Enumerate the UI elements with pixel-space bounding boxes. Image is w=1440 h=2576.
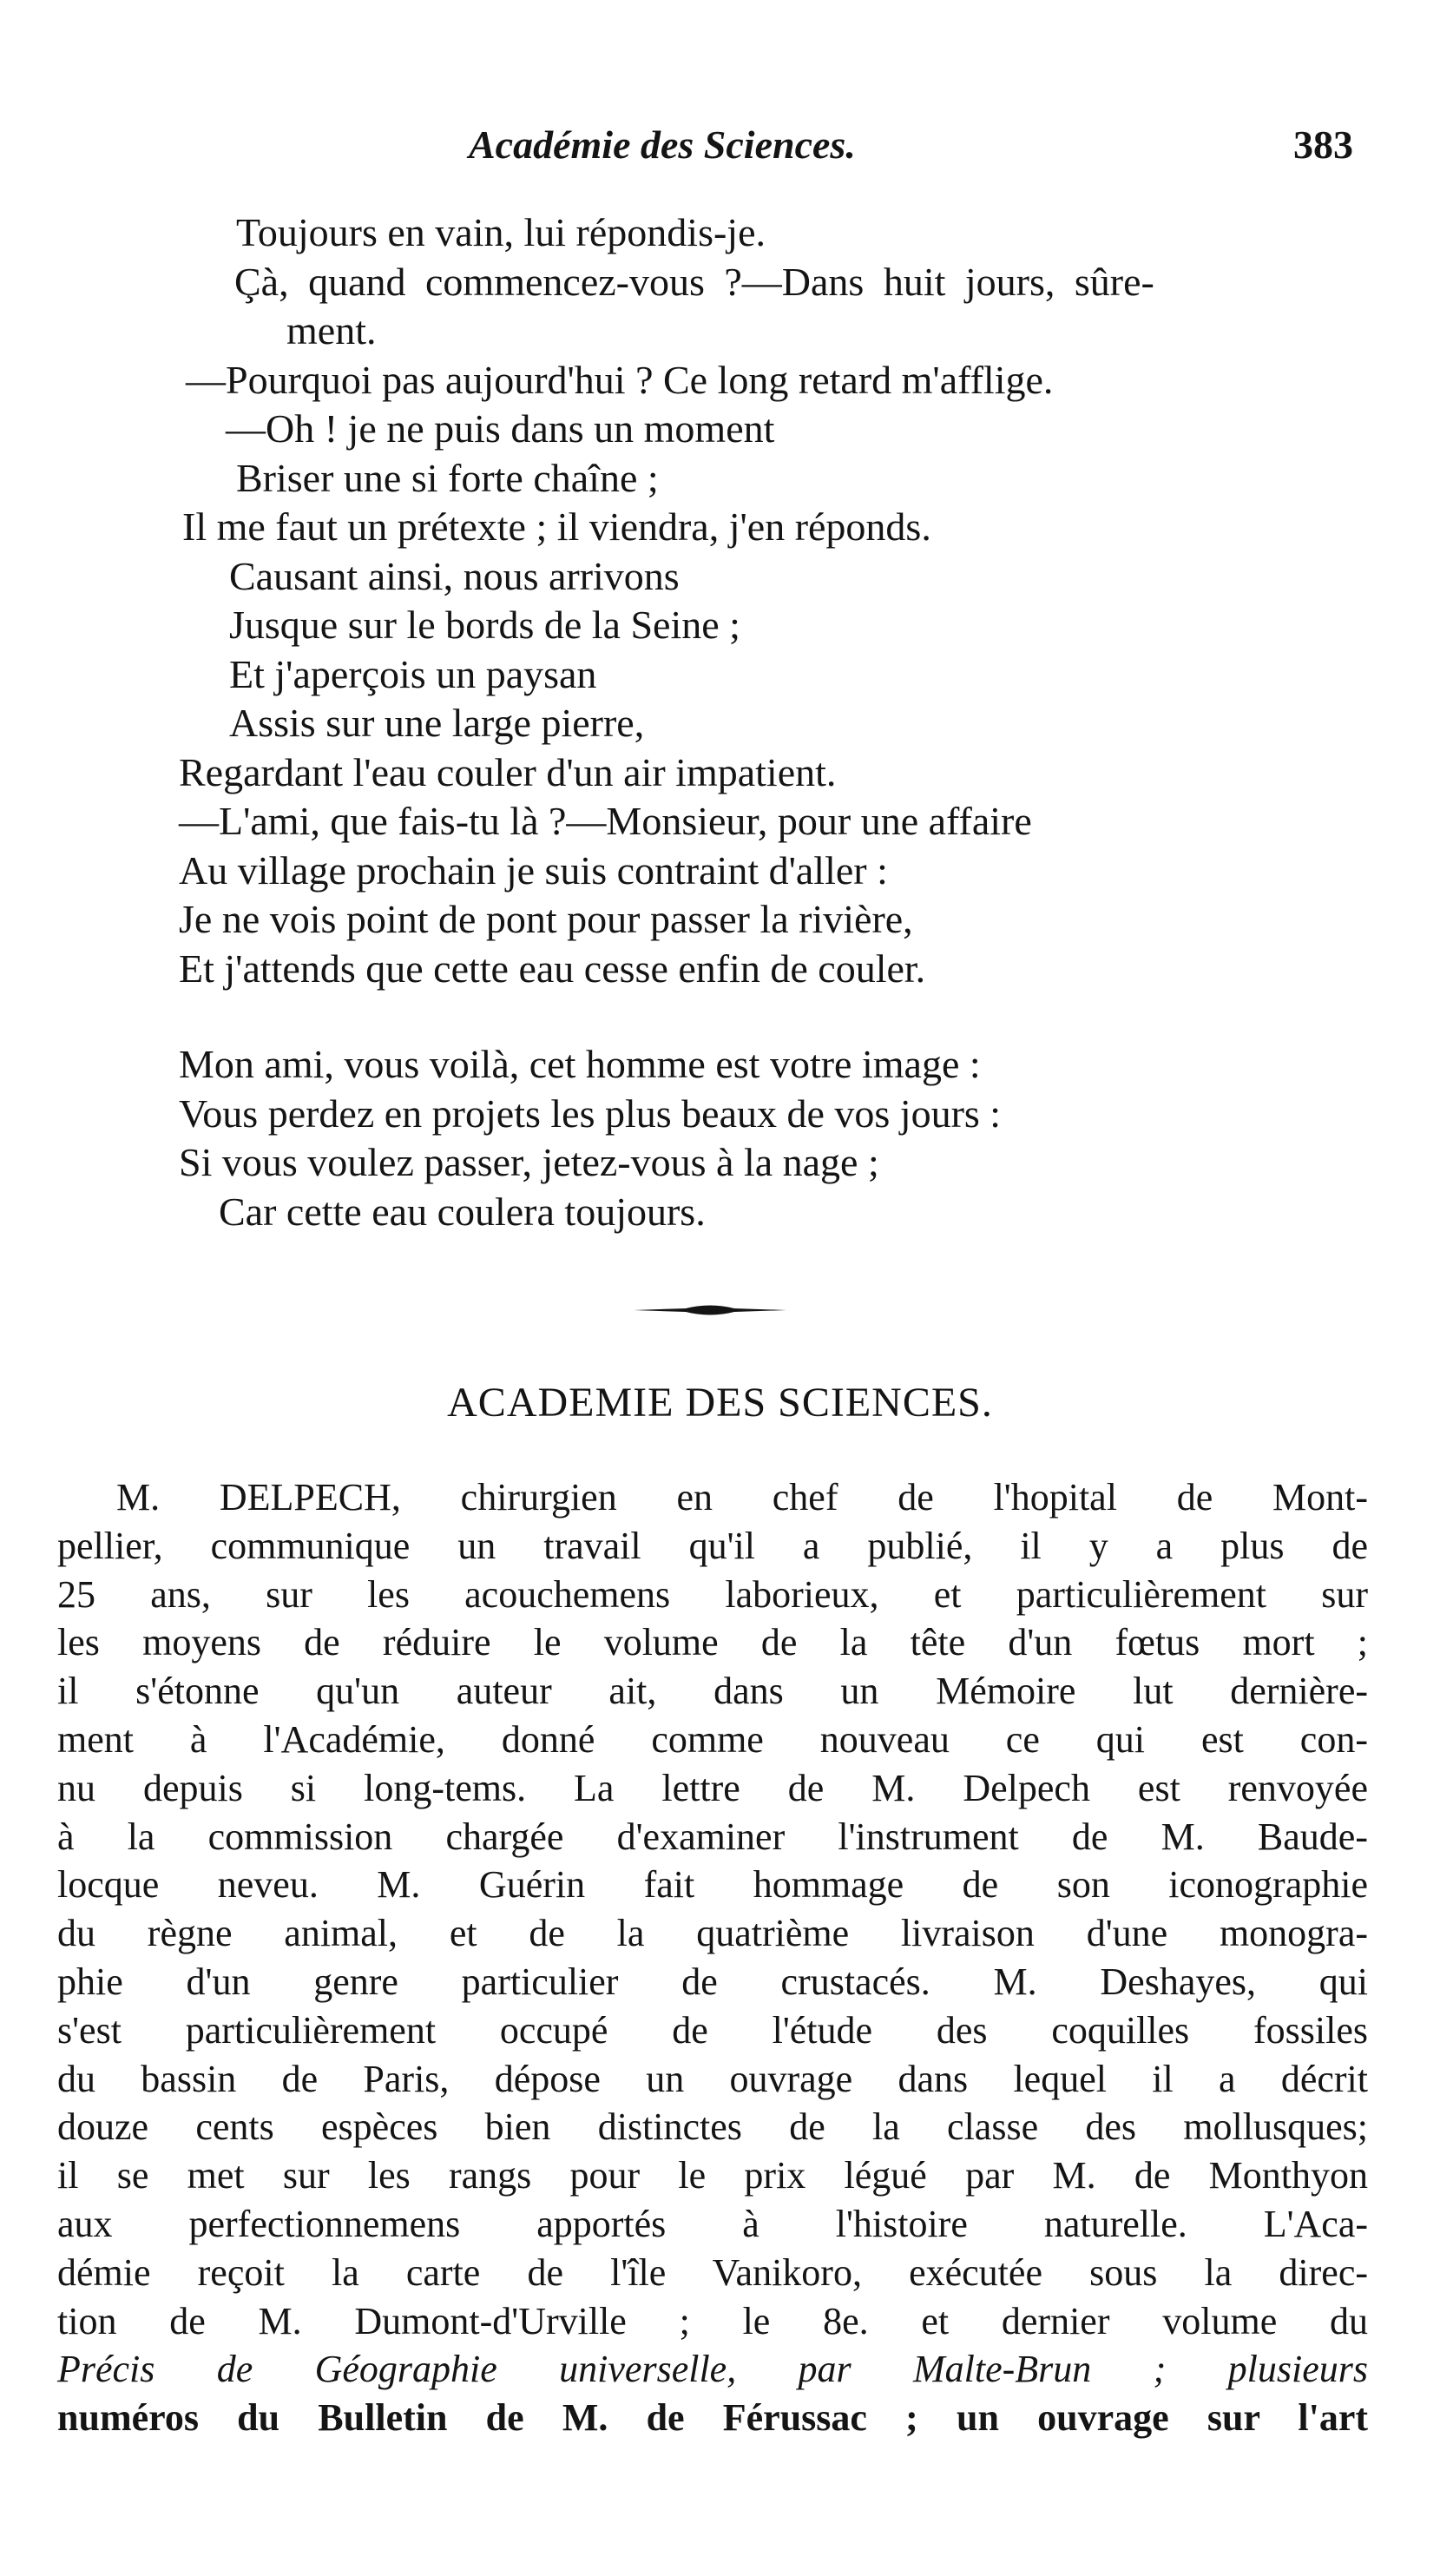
body-line-text: démie reçoit la carte de l'île Vanikoro, exécutée sous la direc- [57, 2250, 1368, 2294]
poem-line: Causant ainsi, nous arrivons [229, 553, 680, 598]
poem-line: Assis sur une large pierre, [229, 701, 645, 745]
body-line [0, 1667, 1440, 1716]
poem-line: Vous perdez en projets les plus beaux de vos jours : [179, 1090, 1002, 1136]
poem-line: —Pourquoi pas aujourd'hui ? Ce long retard m'afflige. [186, 357, 1054, 402]
body-line [0, 2055, 1440, 2104]
body-line-text: 25 ans, sur les acouchemens laborieux, et particulièrement sur [57, 1572, 1368, 1616]
poem-line: Toujours en vain, lui répondis-je. [236, 210, 766, 254]
body-line [0, 1473, 1440, 1522]
body-line-text: ment à l'Académie, donné comme nouveau ce qui est con- [57, 1717, 1368, 1761]
body-line [0, 2200, 1440, 2249]
poem-line: Si vous voulez passer, jetez-vous à la nage ; [179, 1140, 879, 1184]
body-line-text: aux perfectionnemens apportés à l'histoire naturelle. L'Aca- [57, 2202, 1368, 2245]
section-body [0, 1473, 1440, 2442]
body-line [0, 2249, 1440, 2297]
body-line [0, 2103, 1440, 2151]
body-line-text: il se met sur les rangs pour le prix légué par M. de Monthyon [57, 2154, 1368, 2197]
poem-line: Il me faut un prétexte ; il viendra, j'en réponds. [182, 504, 931, 549]
body-line-text: phie d'un genre particulier de crustacés. M. Deshayes, qui [57, 1960, 1368, 2003]
running-head [0, 122, 1440, 174]
body-line-text: tion de M. Dumont-d'Urville ; le 8e. et dernier volume du [57, 2299, 1368, 2342]
poem-line: —Oh ! je ne puis dans un moment [226, 406, 775, 451]
body-line-text: numéros du Bulletin de M. de Férussac ; un ouvrage sur l'art [57, 2396, 1368, 2440]
body-line-text: il s'étonne qu'un auteur ait, dans un Mémoire lut dernière- [57, 1670, 1368, 1713]
body-line-text: M. DELPECH, chirurgien en chef de l'hopital de Mont- [116, 1476, 1368, 1519]
body-line [0, 1861, 1440, 1909]
poem-line: Çà, quand commencez-vous ?—Dans huit jours, sûre- [234, 259, 1154, 304]
body-line [0, 1958, 1440, 2006]
poem-line: Au village prochain je suis contraint d'aller : [179, 847, 888, 893]
body-line [0, 1522, 1440, 1571]
body-line [0, 2345, 1440, 2394]
poem-line: Jusque sur le bords de la Seine ; [229, 603, 740, 647]
poem-line: Car cette eau coulera toujours. [219, 1189, 706, 1234]
body-line [0, 1571, 1440, 1619]
body-line [0, 1813, 1440, 1861]
body-line-text: locque neveu. M. Guérin fait hommage de son iconographie [57, 1863, 1368, 1907]
body-line-text: pellier, communique un travail qu'il a publié, il y a plus de [57, 1524, 1368, 1567]
page-number: 383 [1293, 122, 1353, 167]
body-line [0, 1764, 1440, 1813]
poem-stanza-2 [0, 1040, 1440, 1236]
body-line [0, 1909, 1440, 1958]
running-title: Académie des Sciences. [469, 122, 856, 167]
body-line [0, 2006, 1440, 2055]
poem-line: Et j'aperçois un paysan [229, 651, 597, 696]
body-line [0, 2297, 1440, 2346]
poem-line: Je ne vois point de pont pour passer la rivière, [179, 897, 913, 941]
body-line [0, 1716, 1440, 1764]
body-line-text: s'est particulièrement occupé de l'étude des coquilles fossiles [57, 2008, 1368, 2052]
body-line [0, 2394, 1440, 2442]
poem-stanza-1 [0, 208, 1440, 993]
poem-line: ment. [286, 308, 377, 352]
body-line-text: à la commission chargée d'examiner l'instrument de M. Baude- [57, 1815, 1368, 1858]
poem-line: Briser une si forte chaîne ; [236, 455, 659, 500]
poem-line: —L'ami, que fais-tu là ?—Monsieur, pour une affaire [179, 799, 1032, 843]
poem-line: Mon ami, vous voilà, cet homme est votre image : [179, 1042, 981, 1086]
section-heading: ACADEMIE DES SCIENCES. [447, 1380, 993, 1426]
body-line [0, 2151, 1440, 2200]
body-line-text: nu depuis si long-tems. La lettre de M. Delpech est renvoyée [57, 1766, 1368, 1809]
ornament-divider [634, 1302, 786, 1318]
poem-line: Et j'attends que cette eau cesse enfin de couler. [179, 945, 926, 991]
body-line-text: du règne animal, et de la quatrième livraison d'une monogra- [57, 1912, 1368, 1955]
body-line-text: du bassin de Paris, dépose un ouvrage dans lequel il a décrit [57, 2057, 1368, 2100]
body-line-text: douze cents espèces bien distinctes de la classe des mollusques; [57, 2105, 1368, 2149]
body-line [0, 1618, 1440, 1667]
body-line-text: Précis de Géographie universelle, par Malte-Brun ; plusieurs [57, 2348, 1368, 2391]
body-line-text: les moyens de réduire le volume de la tête d'un fœtus mort ; [57, 1621, 1368, 1664]
poem-line: Regardant l'eau couler d'un air impatient. [179, 749, 837, 794]
